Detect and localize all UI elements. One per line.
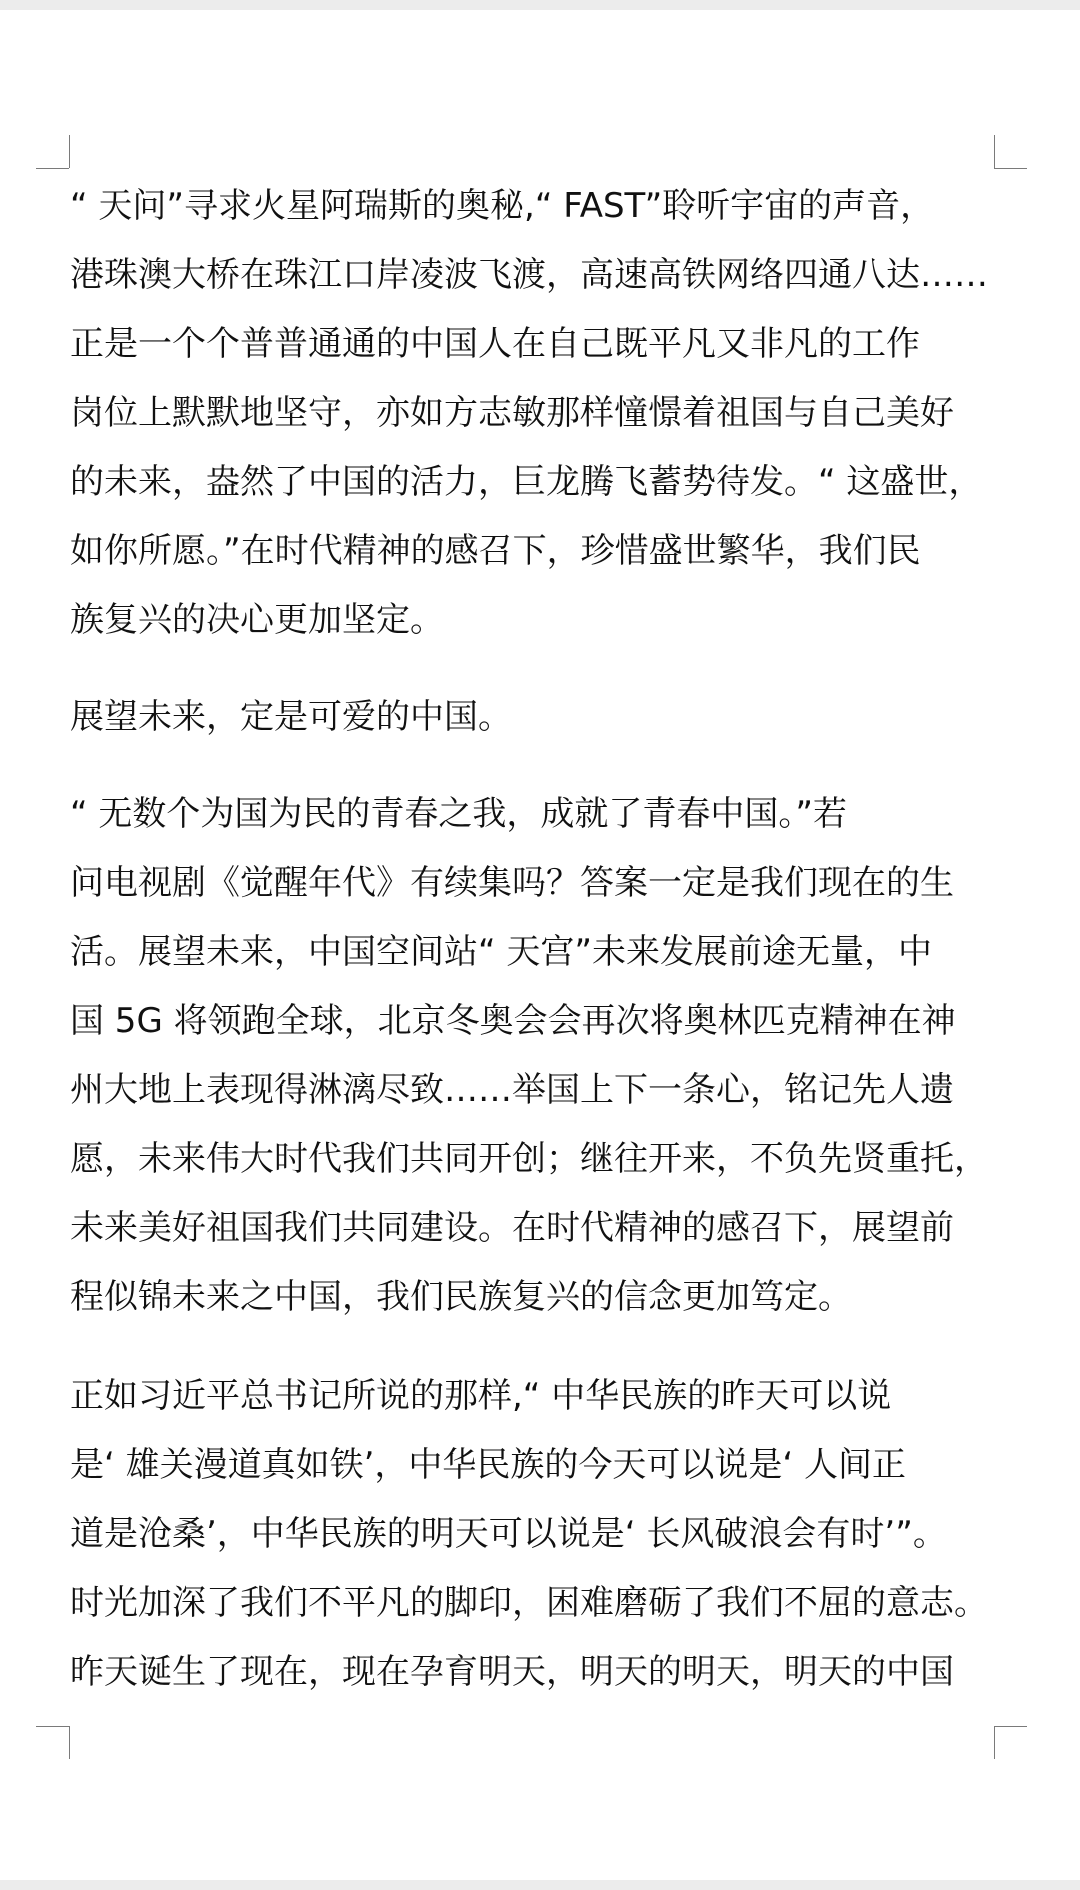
paragraph-4: 正如习近平总书记所说的那样,“ 中华民族的昨天可以说 是‘ 雄关漫道真如铁’，中华民族的今天可以说是‘ 人间正 道是沧桑’，中华民族的明天可以说是‘ 长风破浪会有时’”。 时光加深了我们不平凡的脚印，困难磨砺了我们不屈的意志。 昨天诞生了现在，现在孕育明天，明天的明天，明天的中国 bbox=[70, 1376, 988, 1692]
document-body bbox=[70, 172, 1010, 1707]
paragraph-3: “ 无数个为国为民的青春之我，成就了青春中国。”若 问电视剧《觉醒年代》有续集吗？答案一定是我们现在的生 活。展望未来，中国空间站“ 天宫”未来发展前途无量，中 国 5G 将领跑全球，北京冬奥会会再次将奥林匹克精神在神 州大地上表现得淋漓尽致……举国上下一条心，铭记先人遗 愿，未来伟大时代我们共同开创；继往开来，不负先贤重托， 未来美好祖国我们共同建设。在时代精神的感召下，展望前 程似锦未来之中国，我们民族复兴的信念更加笃定。 bbox=[70, 794, 988, 1317]
paragraph-2: 展望未来，定是可爱的中国。 bbox=[70, 697, 512, 737]
paragraph-1: “ 天问”寻求火星阿瑞斯的奥秘,“ FAST”聆听宇宙的声音， 港珠澳大桥在珠江口岸凌波飞渡，高速高铁网络四通八达…… 正是一个个普普通通的中国人在自己既平凡又非凡的工作 岗位上默默地坚守，亦如方志敏那样憧憬着祖国与自己美好 的未来，盎然了中国的活力，巨龙腾飞蓄势待发。“ 这盛世， 如你所愿。”在时代精神的感召下，珍惜盛世繁华，我们民 族复兴的决心更加坚定。 bbox=[70, 186, 988, 640]
